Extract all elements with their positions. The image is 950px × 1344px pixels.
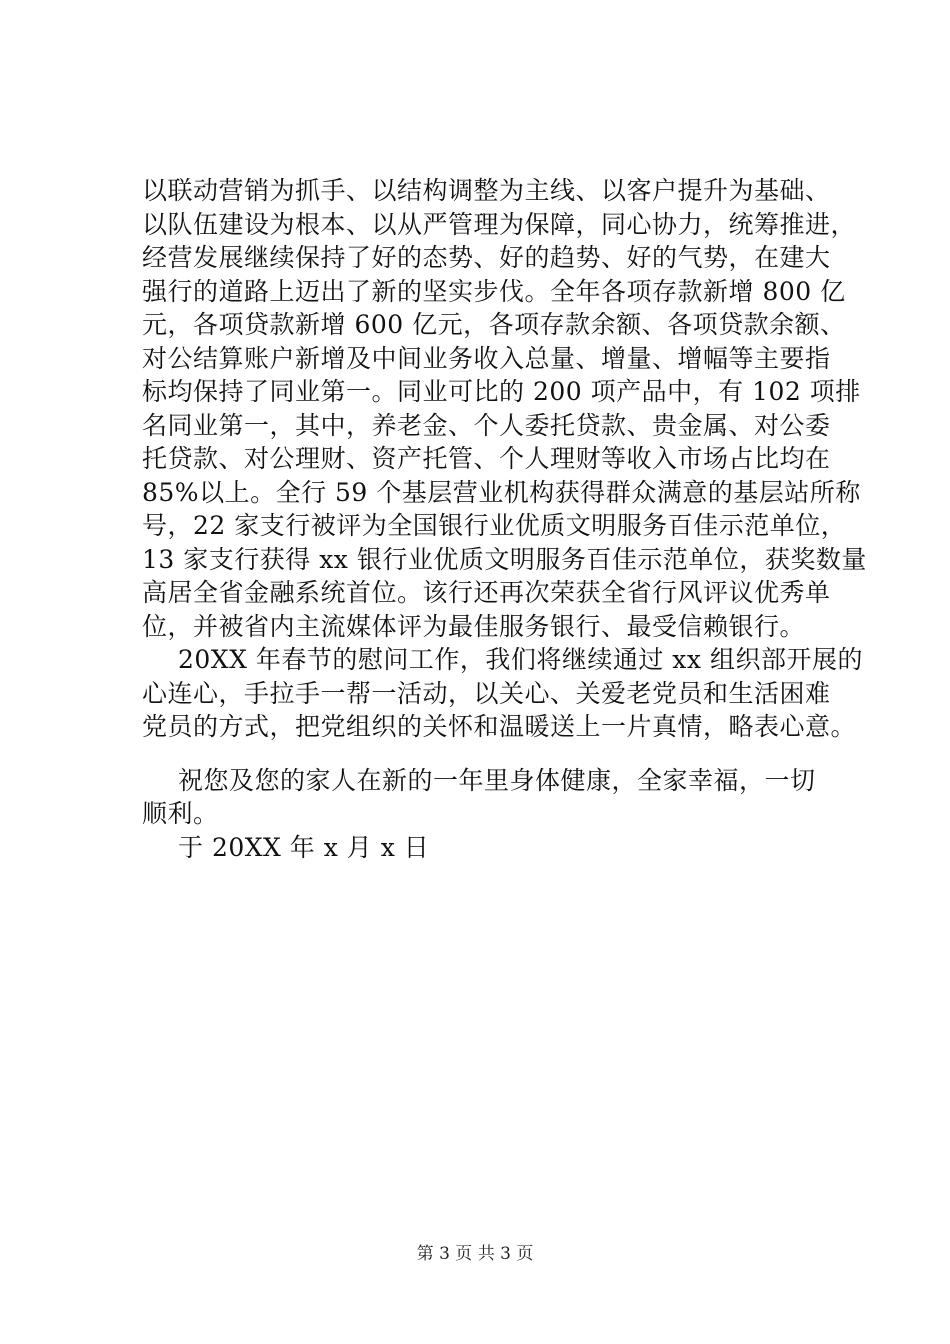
text-line: 以队伍建设为根本、以从严管理为保障，同心协力，统筹推进， xyxy=(142,209,857,239)
text-line: 名同业第一，其中，养老金、个人委托贷款、贵金属、对公委 xyxy=(142,410,831,440)
text-line: 对公结算账户新增及中间业务收入总量、增量、增幅等主要指 xyxy=(142,343,831,373)
text-line: 20XX 年春节的慰问工作，我们将继续通过 xx 组织部开展的 xyxy=(178,645,863,674)
text-line: 强行的道路上迈出了新的坚实步伐。全年各项存款新增 800 亿 xyxy=(142,276,846,306)
text-line: 13 家支行获得 xx 银行业优质文明服务百佳示范单位，获奖数量 xyxy=(142,544,867,574)
text-line: 心连心，手拉手一帮一活动，以关心、关爱老党员和生活困难 xyxy=(142,678,831,708)
text-line: 高居全省金融系统首位。该行还再次荣获全省行风评议优秀单 xyxy=(142,578,831,607)
text-line: 党员的方式，把党组织的关怀和温暖送上一片真情，略表心意。 xyxy=(142,712,857,741)
page-number: 第 3 页 共 3 页 xyxy=(416,1244,534,1264)
date-line: 于 20XX 年 x 月 x 日 xyxy=(178,832,430,862)
paragraph-gap xyxy=(142,744,842,764)
text-line: 顺利。 xyxy=(142,799,219,828)
text-line: 元，各项贷款新增 600 亿元，各项存款余额、各项贷款余额、 xyxy=(142,310,846,339)
text-line: 85%以上。全行 59 个基层营业机构获得群众满意的基层站所称 xyxy=(142,477,861,507)
text-line: 经营发展继续保持了好的态势、好的趋势、好的气势，在建大 xyxy=(142,243,831,272)
paragraph-1 xyxy=(142,174,867,643)
text-line: 托贷款、对公理财、资产托管、个人理财等收入市场占比均在 xyxy=(142,444,831,473)
text-line: 标均保持了同业第一。同业可比的 200 项产品中，有 102 项排 xyxy=(142,377,861,406)
text-line: 号，22 家支行被评为全国银行业优质文明服务百佳示范单位， xyxy=(142,511,847,540)
text-line: 位，并被省内主流媒体评为最佳服务银行、最受信赖银行。 xyxy=(142,611,806,641)
text-line: 祝您及您的家人在新的一年里身体健康，全家幸福，一切 xyxy=(178,765,816,795)
document-body xyxy=(142,174,867,864)
page-footer xyxy=(0,1243,950,1265)
text-line: 以联动营销为抓手、以结构调整为主线、以客户提升为基础、 xyxy=(142,176,831,205)
paragraph-2 xyxy=(142,643,863,744)
closing-paragraph xyxy=(142,764,842,831)
